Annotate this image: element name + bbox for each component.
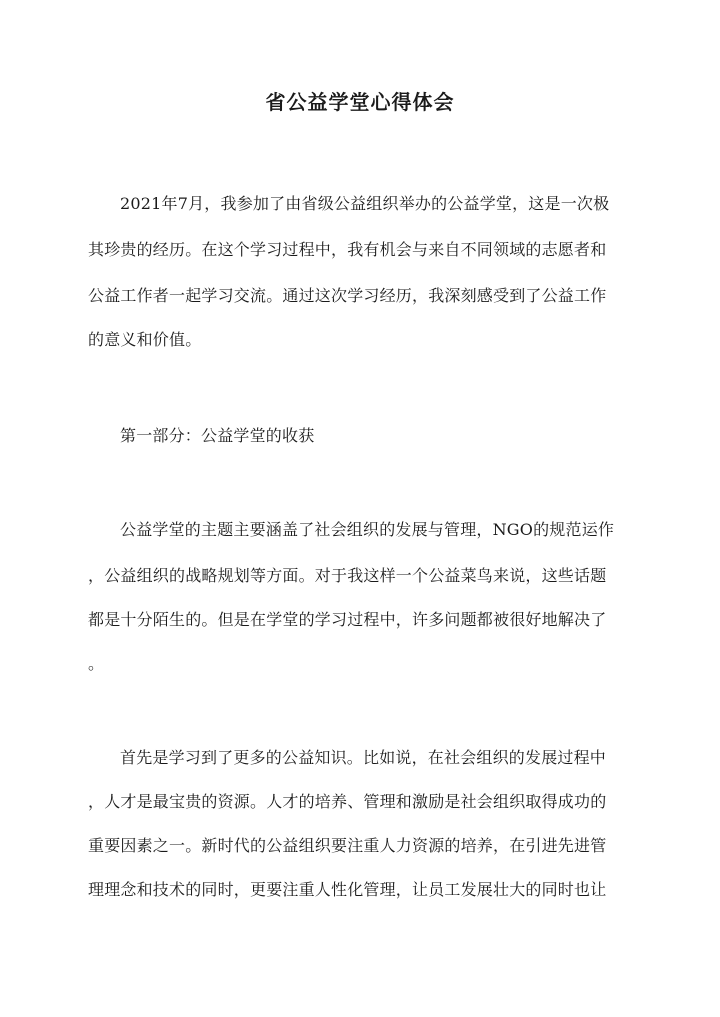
paragraph-2-line-1: 公益学堂的主题主要涵盖了社会组织的发展与管理，NGO的规范运作 xyxy=(120,520,615,539)
section-heading: 第一部分：公益学堂的收获 xyxy=(120,426,315,445)
document-title: 省公益学堂心得体会 xyxy=(265,90,455,114)
paragraph-2-line-4: 。 xyxy=(88,654,105,673)
paragraph-3-line-2: ，人才是最宝贵的资源。人才的培养、管理和激励是社会组织取得成功的 xyxy=(88,792,607,811)
paragraph-1-line-2: 其珍贵的经历。在这个学习过程中，我有机会与来自不同领域的志愿者和 xyxy=(88,240,607,259)
paragraph-3-line-4: 理理念和技术的同时，更要注重人性化管理，让员工发展壮大的同时也让 xyxy=(88,880,607,899)
paragraph-2-line-3: 都是十分陌生的。但是在学堂的学习过程中，许多问题都被很好地解决了 xyxy=(88,610,607,629)
paragraph-2-line-2: ，公益组织的战略规划等方面。对于我这样一个公益菜鸟来说，这些话题 xyxy=(88,566,607,585)
paragraph-3-line-3: 重要因素之一。新时代的公益组织要注重人力资源的培养，在引进先进管 xyxy=(88,836,607,855)
paragraph-3-line-1: 首先是学习到了更多的公益知识。比如说，在社会组织的发展过程中 xyxy=(120,748,607,767)
paragraph-1-line-1: 2021年7月，我参加了由省级公益组织举办的公益学堂，这是一次极 xyxy=(120,194,610,213)
paragraph-1-line-4: 的意义和价值。 xyxy=(88,330,202,349)
paragraph-1-line-3: 公益工作者一起学习交流。通过这次学习经历，我深刻感受到了公益工作 xyxy=(88,286,607,305)
